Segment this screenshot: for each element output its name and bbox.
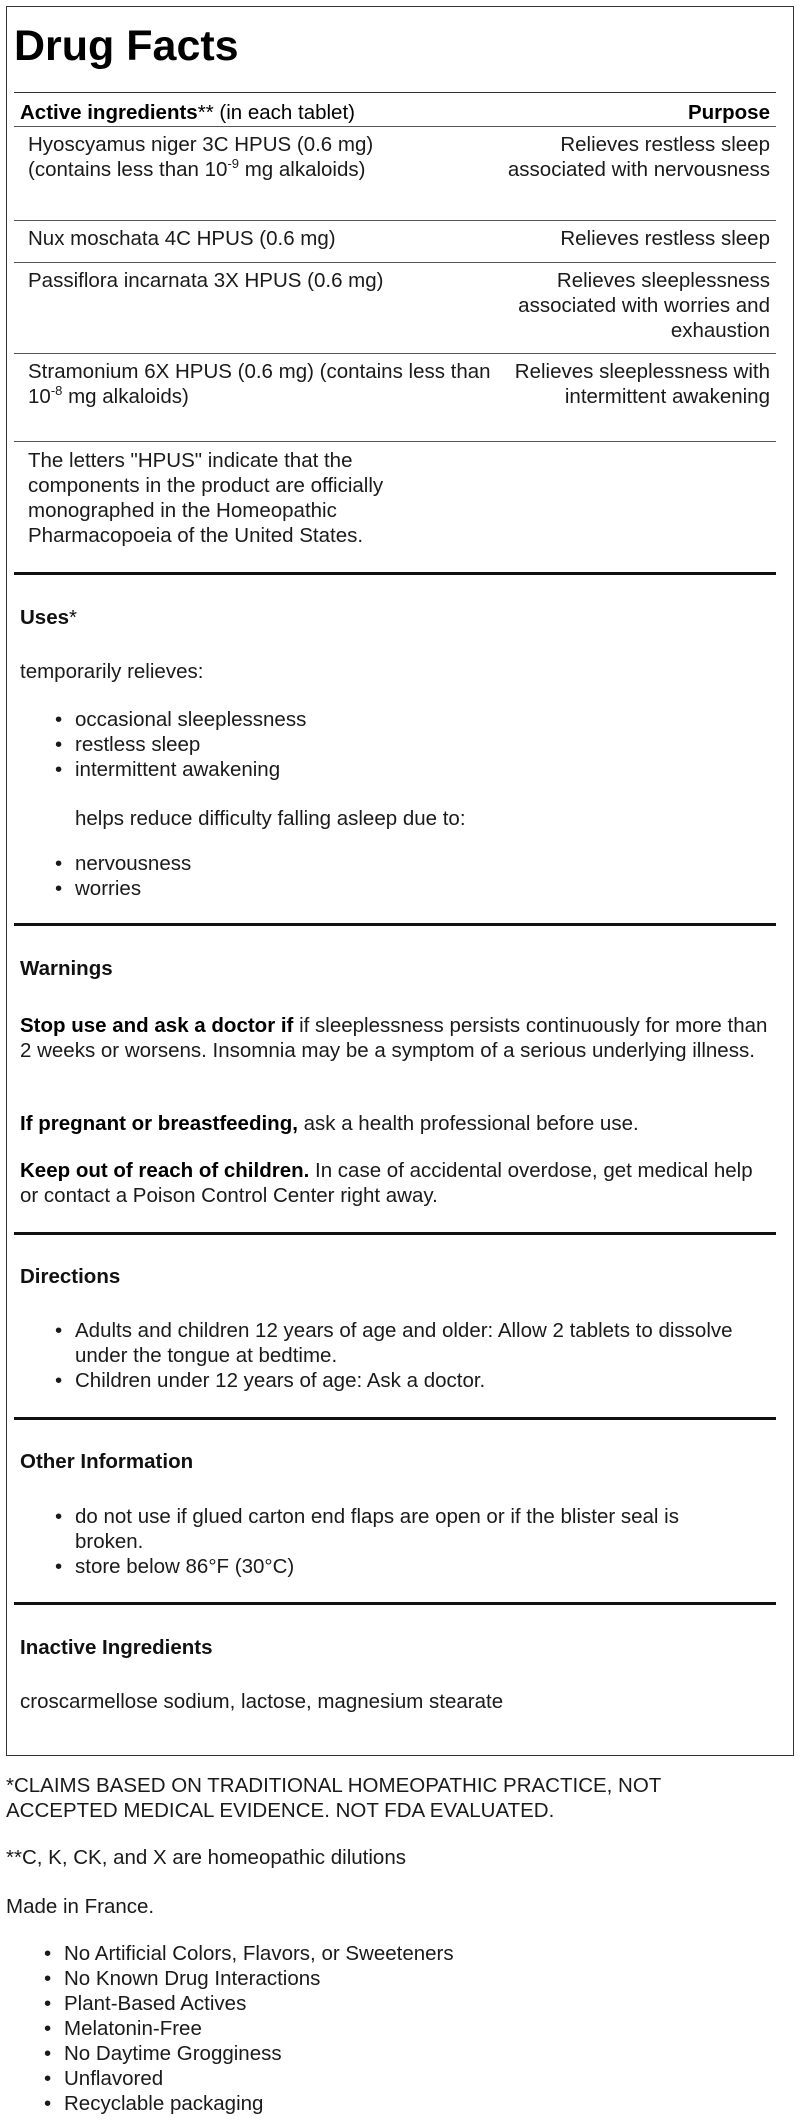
ingredient-name bbox=[28, 132, 498, 182]
uses-subtext: helps reduce difficulty falling asleep due to: bbox=[75, 807, 466, 830]
list-item: • store below 86°F (30°C) bbox=[55, 1554, 745, 1579]
ingredient-row bbox=[14, 262, 776, 346]
ingredient-row bbox=[14, 126, 776, 210]
hpus-note: The letters "HPUS" indicate that the components in the product are officially monographed in the Homeopathic Pharmacopoeia of the United States. bbox=[28, 449, 384, 547]
warning-text: if sleeplessness persists continuously for more than 2 weeks or worsens. Insomnia may be a symptom of a serious underlying illness. bbox=[20, 1014, 768, 1062]
list-item: • Melatonin-Free bbox=[44, 2016, 454, 2041]
ingredient-text: mg alkaloids) bbox=[62, 385, 189, 408]
ingredient-name bbox=[28, 359, 498, 409]
exponent: -9 bbox=[227, 156, 239, 172]
active-ingredients-header bbox=[14, 100, 776, 126]
ingredient-row bbox=[14, 353, 776, 437]
warning-stop-use bbox=[20, 1013, 772, 1063]
ingredient-text: (contains less than 10 bbox=[28, 158, 228, 181]
other-information-list bbox=[55, 1504, 745, 1579]
uses-list bbox=[55, 707, 306, 782]
active-ingredients-heading bbox=[20, 100, 355, 125]
active-ingredients-suffix: ** (in each tablet) bbox=[197, 101, 355, 124]
section-divider bbox=[14, 923, 776, 926]
list-item: • occasional sleeplessness bbox=[55, 707, 306, 732]
warning-text: ask a health professional before use. bbox=[297, 1112, 639, 1135]
inactive-ingredients-text: croscarmellose sodium, lactose, magnesium stearate bbox=[20, 1690, 504, 1713]
warning-text: In case of accidental overdose, get medical help or contact a Poison Control Center right away. bbox=[20, 1159, 753, 1207]
section-divider bbox=[14, 1602, 776, 1605]
warning-bold-text: Stop use and ask a doctor if bbox=[20, 1014, 294, 1037]
list-item: • No Daytime Grogginess bbox=[44, 2041, 454, 2066]
warning-children bbox=[20, 1158, 772, 1208]
list-item: • Plant-Based Actives bbox=[44, 1991, 454, 2016]
list-item: • restless sleep bbox=[55, 732, 306, 757]
section-divider bbox=[14, 572, 776, 575]
warning-bold-text: If pregnant or breastfeeding, bbox=[20, 1112, 298, 1135]
header-divider bbox=[14, 92, 776, 93]
list-item: • nervousness bbox=[55, 851, 191, 876]
list-item: • do not use if glued carton end flaps are open or if the blister seal is broken. bbox=[55, 1504, 745, 1554]
page-title: Drug Facts bbox=[14, 22, 239, 70]
active-ingredients-label: Active ingredients bbox=[20, 101, 198, 124]
ingredient-name: Nux moschata 4C HPUS (0.6 mg) bbox=[28, 227, 336, 250]
dilutions-note: **C, K, CK, and X are homeopathic dilutions bbox=[6, 1846, 406, 1869]
directions-list bbox=[55, 1318, 735, 1393]
row-divider bbox=[14, 441, 776, 442]
list-item: • intermittent awakening bbox=[55, 757, 306, 782]
ingredient-text: Stramonium 6X HPUS (0.6 mg) (contains less than 10 bbox=[28, 360, 491, 408]
list-item: • No Artificial Colors, Flavors, or Sweeteners bbox=[44, 1941, 454, 1966]
uses-heading-text: Uses bbox=[20, 606, 70, 629]
feature-list bbox=[44, 1941, 454, 2116]
ingredient-text: mg alkaloids) bbox=[239, 158, 366, 181]
warning-bold-text: Keep out of reach of children. bbox=[20, 1159, 310, 1182]
inactive-ingredients-heading: Inactive Ingredients bbox=[20, 1636, 213, 1659]
ingredient-text: Hyoscyamus niger 3C HPUS (0.6 mg) bbox=[28, 133, 374, 156]
list-item: • Recyclable packaging bbox=[44, 2091, 454, 2116]
ingredient-purpose: Relieves sleeplessness associated with worries and exhaustion bbox=[518, 269, 770, 342]
uses-intro: temporarily relieves: bbox=[20, 660, 204, 683]
ingredient-row bbox=[14, 220, 776, 256]
list-item: • Children under 12 years of age: Ask a doctor. bbox=[55, 1368, 735, 1393]
uses-heading bbox=[20, 605, 77, 630]
ingredient-name: Passiflora incarnata 3X HPUS (0.6 mg) bbox=[28, 269, 384, 292]
uses-list-2 bbox=[55, 851, 191, 901]
ingredient-purpose: Relieves restless sleep associated with nervousness bbox=[507, 133, 770, 181]
warnings-heading: Warnings bbox=[20, 957, 113, 980]
other-information-heading: Other Information bbox=[20, 1450, 194, 1473]
made-in: Made in France. bbox=[6, 1895, 155, 1918]
warning-pregnant bbox=[20, 1111, 772, 1136]
list-item: • No Known Drug Interactions bbox=[44, 1966, 454, 1991]
exponent: -8 bbox=[50, 383, 63, 399]
list-item: • worries bbox=[55, 876, 191, 901]
claims-disclaimer: *CLAIMS BASED ON TRADITIONAL HOMEOPATHIC PRACTICE, NOT ACCEPTED MEDICAL EVIDENCE. NOT FDA EVALUATED. bbox=[6, 1774, 661, 1822]
uses-heading-suffix: * bbox=[69, 606, 77, 629]
list-item: • Unflavored bbox=[44, 2066, 454, 2091]
directions-heading: Directions bbox=[20, 1265, 121, 1288]
section-divider bbox=[14, 1232, 776, 1235]
ingredient-purpose: Relieves sleeplessness with intermittent awakening bbox=[514, 360, 770, 408]
list-item: • Adults and children 12 years of age and older: Allow 2 tablets to dissolve under the tongue at bedtime. bbox=[55, 1318, 735, 1368]
section-divider bbox=[14, 1417, 776, 1420]
ingredient-purpose: Relieves restless sleep bbox=[560, 227, 770, 250]
purpose-heading: Purpose bbox=[687, 101, 770, 124]
